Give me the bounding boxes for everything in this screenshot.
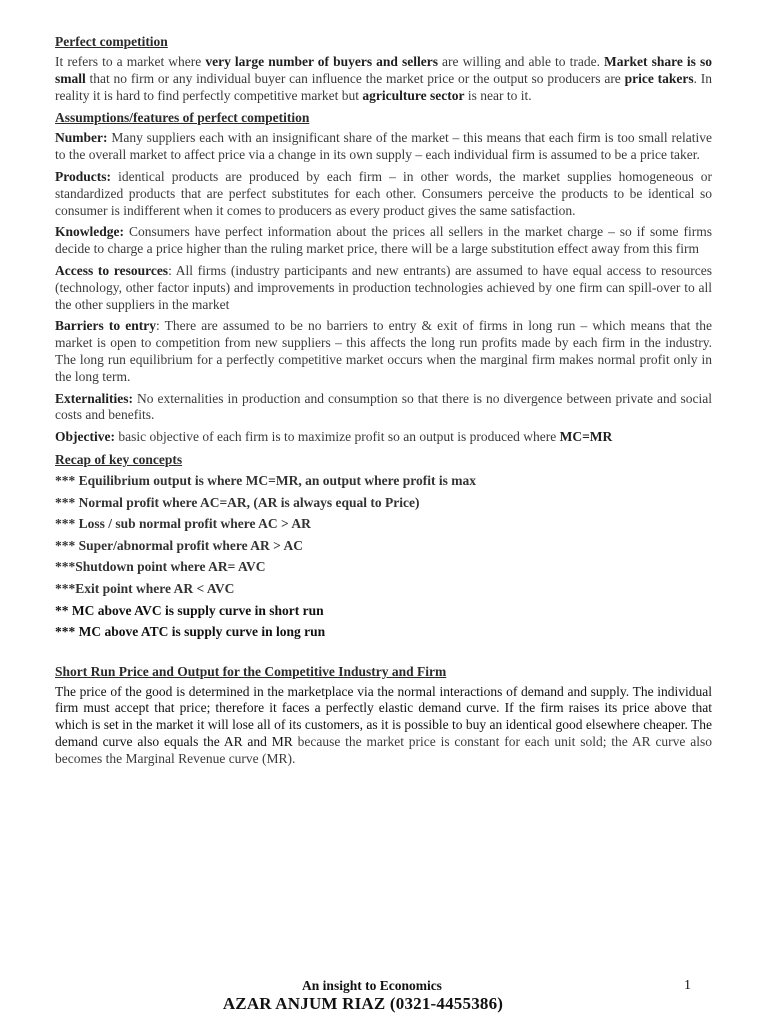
section-heading-assumptions: Assumptions/features of perfect competition (55, 110, 310, 126)
intro-paragraph (55, 54, 712, 104)
assumption-item (55, 224, 712, 258)
recap-line: *** Normal profit where AC=AR, (AR is always equal to Price) (55, 494, 420, 510)
assumption-term: Knowledge: (55, 224, 124, 240)
intro-bold-run: price takers (624, 70, 694, 86)
assumptions-list (55, 130, 712, 424)
recap-line: ** MC above AVC is supply curve in short run (55, 602, 324, 618)
assumption-item (55, 318, 712, 385)
recap-line: *** Equilibrium output is where MC=MR, an output where profit is max (55, 472, 476, 488)
short-run-lead: The price of the good is determined in the marketplace via the normal interactions of demand and supply. The individual firm must accept that price; therefore it faces a perfectly elastic demand curve. If the firm raises its price above that which is set in the market it will lose all of its customers, as it is possible to buy an identical good elsewhere cheaper. The demand curve also equals the AR and MR (55, 683, 712, 750)
objective-text: basic objective of each firm is to maximize profit so an output is produced where (114, 429, 560, 445)
spacer (55, 645, 712, 663)
assumption-text: Many suppliers each with an insignificant share of the market – this means that each firm is too small relative to the overall market to affect price via a change in its own supply – each individual firm is assumed to be a price taker. (55, 130, 712, 163)
assumption-term: Access to resources (55, 262, 169, 278)
assumption-term: Externalities: (55, 390, 133, 406)
assumption-text: : All firms (industry participants and new entrants) are assumed to have equal access to resources (technology, other factor inputs) and improvements in production technologies achieved by one firm can spill-over to all the other suppliers in the market (55, 262, 712, 312)
assumption-item (55, 391, 712, 425)
intro-text-run: . In reality it is hard to find perfectly competitive market but (55, 70, 713, 103)
assumption-item (55, 169, 712, 219)
objective-tail: MC=MR (559, 429, 613, 445)
recap-line: ***Shutdown point where AR= AVC (55, 559, 266, 575)
intro-bold-run: agriculture sector (362, 87, 465, 103)
recap-line: *** MC above ATC is supply curve in long run (55, 624, 326, 640)
short-run-rest: because the market price is constant for each unit sold; the AR curve also becomes the Marginal Revenue curve (MR). (55, 734, 712, 766)
assumption-text: No externalities in production and consumption so that there is no divergence between private and social costs and benefits. (55, 390, 712, 423)
intro-text-run: that no firm or any individual buyer can influence the market price or the output so producers are (85, 70, 625, 86)
assumption-item (55, 130, 712, 164)
intro-bold-run: very large number of buyers and sellers (205, 54, 438, 69)
footer-title: An insight to Economics (302, 978, 442, 993)
section-heading-perfect-competition: Perfect competition (55, 34, 168, 49)
intro-text-run: is near to it. (464, 87, 532, 103)
assumption-term: Number: (55, 130, 108, 146)
page-number: 1 (684, 978, 691, 993)
assumption-term: Products: (55, 168, 111, 184)
objective-term: Objective: (55, 429, 115, 445)
page-content (55, 33, 712, 773)
assumption-text: Consumers have perfect information about the prices all sellers in the market charge – so if some firms decide to charge a price higher than the ruling market price, there will be a large substitution effect away from this firm (55, 224, 712, 257)
assumption-text: : There are assumed to be no barriers to entry & exit of firms in long run – which means that the market is open to competition from new suppliers – this affects the long run profits made by each firm in the industry. The long run equilibrium for a perfectly competitive market occurs when the marginal firm makes normal profit only in the long term. (55, 318, 712, 384)
recap-list (55, 472, 712, 640)
recap-line: *** Loss / sub normal profit where AC > AR (55, 516, 311, 532)
short-run-paragraph (55, 684, 712, 768)
section-heading-short-run: Short Run Price and Output for the Competitive Industry and Firm (55, 663, 447, 679)
section-heading-recap: Recap of key concepts (55, 451, 183, 467)
assumption-text: identical products are produced by each firm – in other words, the market supplies homogeneous or standardized products that are perfect substitutes for each other. Consumers perceive the products to be identical so consumer is indifferent when it comes to producers as every product gives the same satisfaction. (55, 168, 712, 218)
intro-text-run: It refers to a market where (55, 54, 206, 69)
recap-line: ***Exit point where AR < AVC (55, 580, 235, 596)
assumption-term: Barriers to entry (55, 318, 156, 334)
objective-paragraph (55, 429, 712, 446)
recap-line: *** Super/abnormal profit where AR > AC (55, 537, 303, 553)
assumption-item (55, 263, 712, 313)
footer-author: AZAR ANJUM RIAZ (0321-4455386) (222, 994, 504, 1013)
intro-bold-run: Market share is so small (55, 54, 712, 86)
intro-text-run: are willing and able to trade. (437, 54, 605, 69)
